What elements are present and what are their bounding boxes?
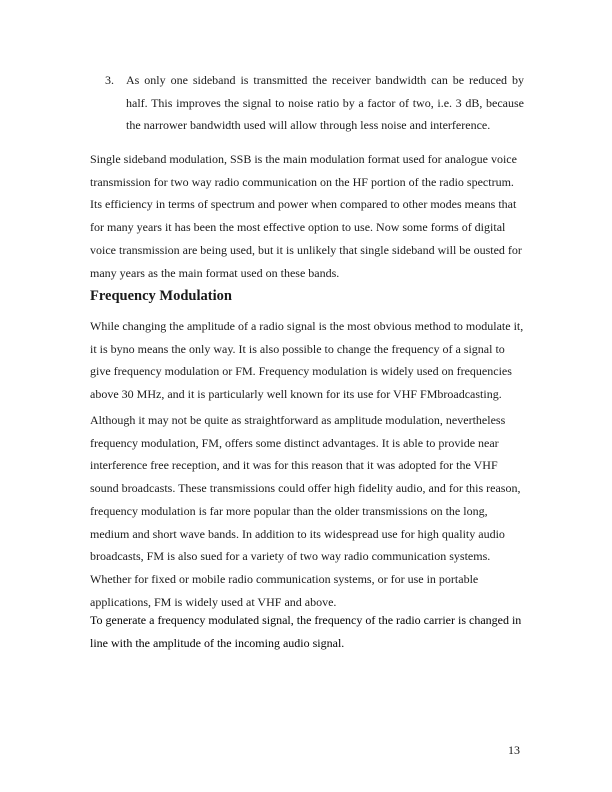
fm-generation-paragraph: To generate a frequency modulated signal, the frequency of the radio carrier is changed in line with the amplitude of the incoming audio signal.: [90, 613, 522, 650]
numbered-list-item: [90, 69, 524, 137]
ssb-paragraph: Single sideband modulation, SSB is the main modulation format used for analogue voice transmission for two way radio communication on the HF portion of the radio spectrum. Its efficiency in terms of spectrum and power when compared to other modes means that for many years it has been the most effective option to use. Now some forms of digital voice transmission are being used, but it is unlikely that single sideband will be ousted for many years as the main format used on these bands.: [90, 152, 522, 280]
list-item-number: 3.: [105, 73, 114, 87]
page-number: 13: [508, 743, 520, 757]
fm-advantages-paragraph: Although it may not be quite as straightforward as amplitude modulation, nevertheless frequency modulation, FM, offers some distinct advantages. It is able to provide near interference free reception, and it was for this reason that it was adopted for the VHF sound broadcasts. These transmissions could offer high fidelity audio, and for this reason, frequency modulation is far more popular than the older transmissions on the long, medium and short wave bands. In addition to its widespread use for high quality audio broadcasts, FM is also sued for a variety of two way radio communication systems. Whether for fixed or mobile radio communication systems, or for use in portable applications, FM is widely used at VHF and above.: [90, 413, 521, 609]
list-item-text: As only one sideband is transmitted the receiver bandwidth can be reduced by half. This improves the signal to noise ratio by a factor of two, i.e. 3 dB, because the narrower bandwidth used will allow through less noise and interference.: [126, 73, 524, 132]
section-heading: Frequency Modulation: [90, 288, 232, 304]
fm-intro-paragraph: While changing the amplitude of a radio signal is the most obvious method to modulate it, it is byno means the only way. It is also possible to change the frequency of a signal to give frequency modulation or FM. Frequency modulation is widely used on frequencies above 30 MHz, and it is particularly well known for its use for VHF FMbroadcasting.: [90, 319, 524, 402]
